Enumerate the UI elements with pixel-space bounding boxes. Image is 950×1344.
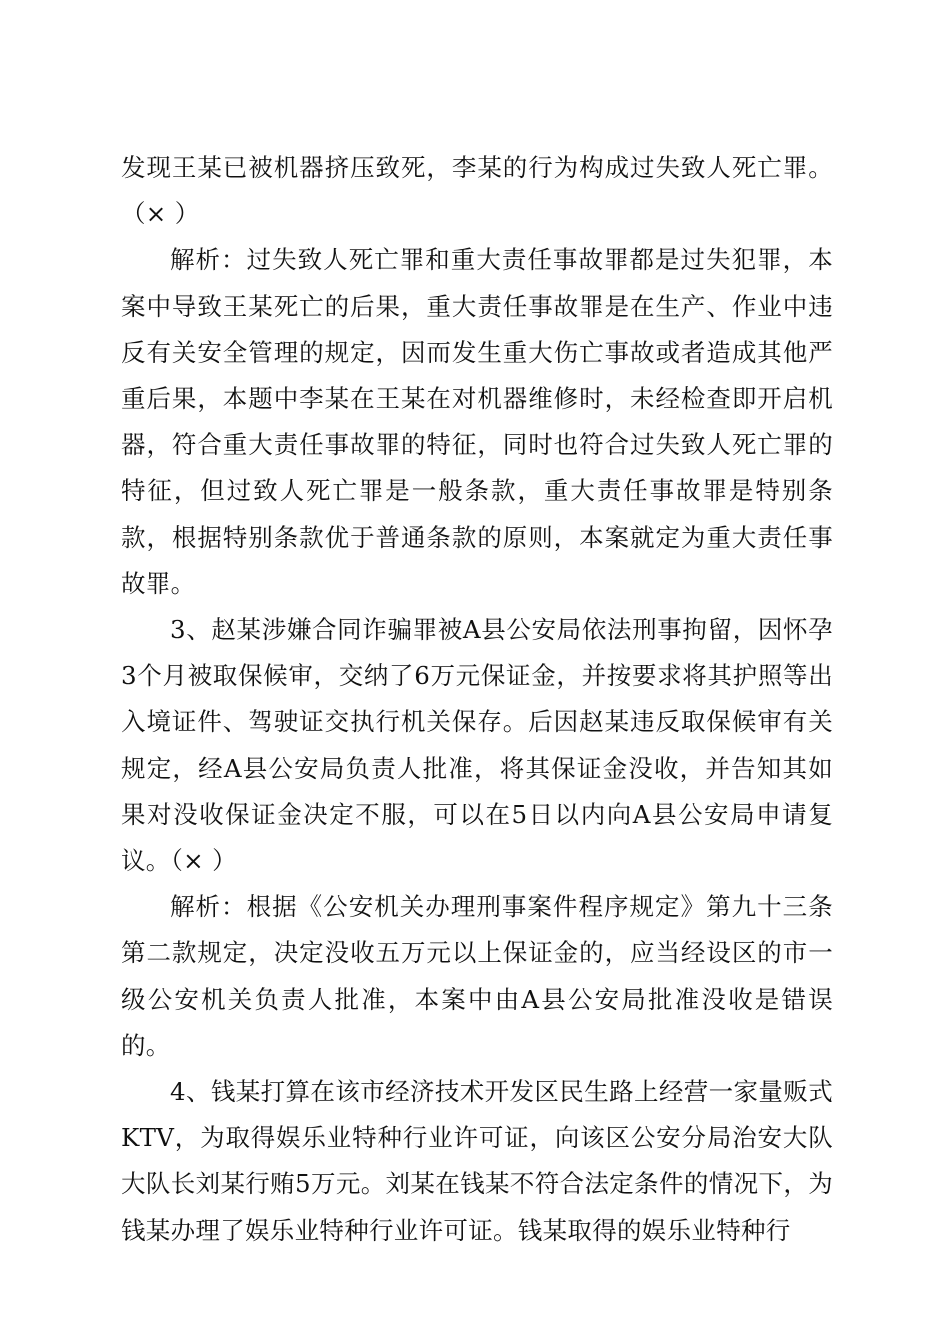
paragraph-case-4: 4、钱某打算在该市经济技术开发区民生路上经营一家量贩式KTV，为取得娱乐业特种行业许可证，向该区公安分局治安大队大队长刘某行贿5万元。刘某在钱某不符合法定条件的情况下，为钱某办理了娱乐业特种行业许可证。钱某取得的娱乐业特种行 <box>121 1077 833 1245</box>
document-page <box>121 145 833 1254</box>
paragraph-analysis-3: 解析：根据《公安机关办理刑事案件程序规定》第九十三条第二款规定，决定没收五万元以上保证金的，应当经设区的市一级公安机关负责人批准，本案中由A县公安局批准没收是错误的。 <box>121 892 833 1060</box>
paragraph-analysis-2: 解析：过失致人死亡罪和重大责任事故罪都是过失犯罪，本案中导致王某死亡的后果，重大责任事故罪是在生产、作业中违反有关安全管理的规定，因而发生重大伤亡事故或者造成其他严重后果，本题中李某在王某在对机器维修时，未经检查即开启机器，符合重大责任事故罪的特征，同时也符合过失致人死亡罪的特征，但过致人死亡罪是一般条款，重大责任事故罪是特别条款，根据特别条款优于普通条款的原则，本案就定为重大责任事故罪。 <box>121 245 833 598</box>
paragraph-case-3: 3、赵某涉嫌合同诈骗罪被A县公安局依法刑事拘留，因怀孕3个月被取保候审，交纳了6万元保证金，并按要求将其护照等出入境证件、驾驶证交执行机关保存。后因赵某违反取保候审有关规定，经A县公安局负责人批准，将其保证金没收，并告知其如果对没收保证金决定不服，可以在5日以内向A县公安局申请复议。（× ） <box>121 615 833 876</box>
paragraph-case-2-continuation: 发现王某已被机器挤压致死，李某的行为构成过失致人死亡罪。（× ） <box>121 153 833 229</box>
